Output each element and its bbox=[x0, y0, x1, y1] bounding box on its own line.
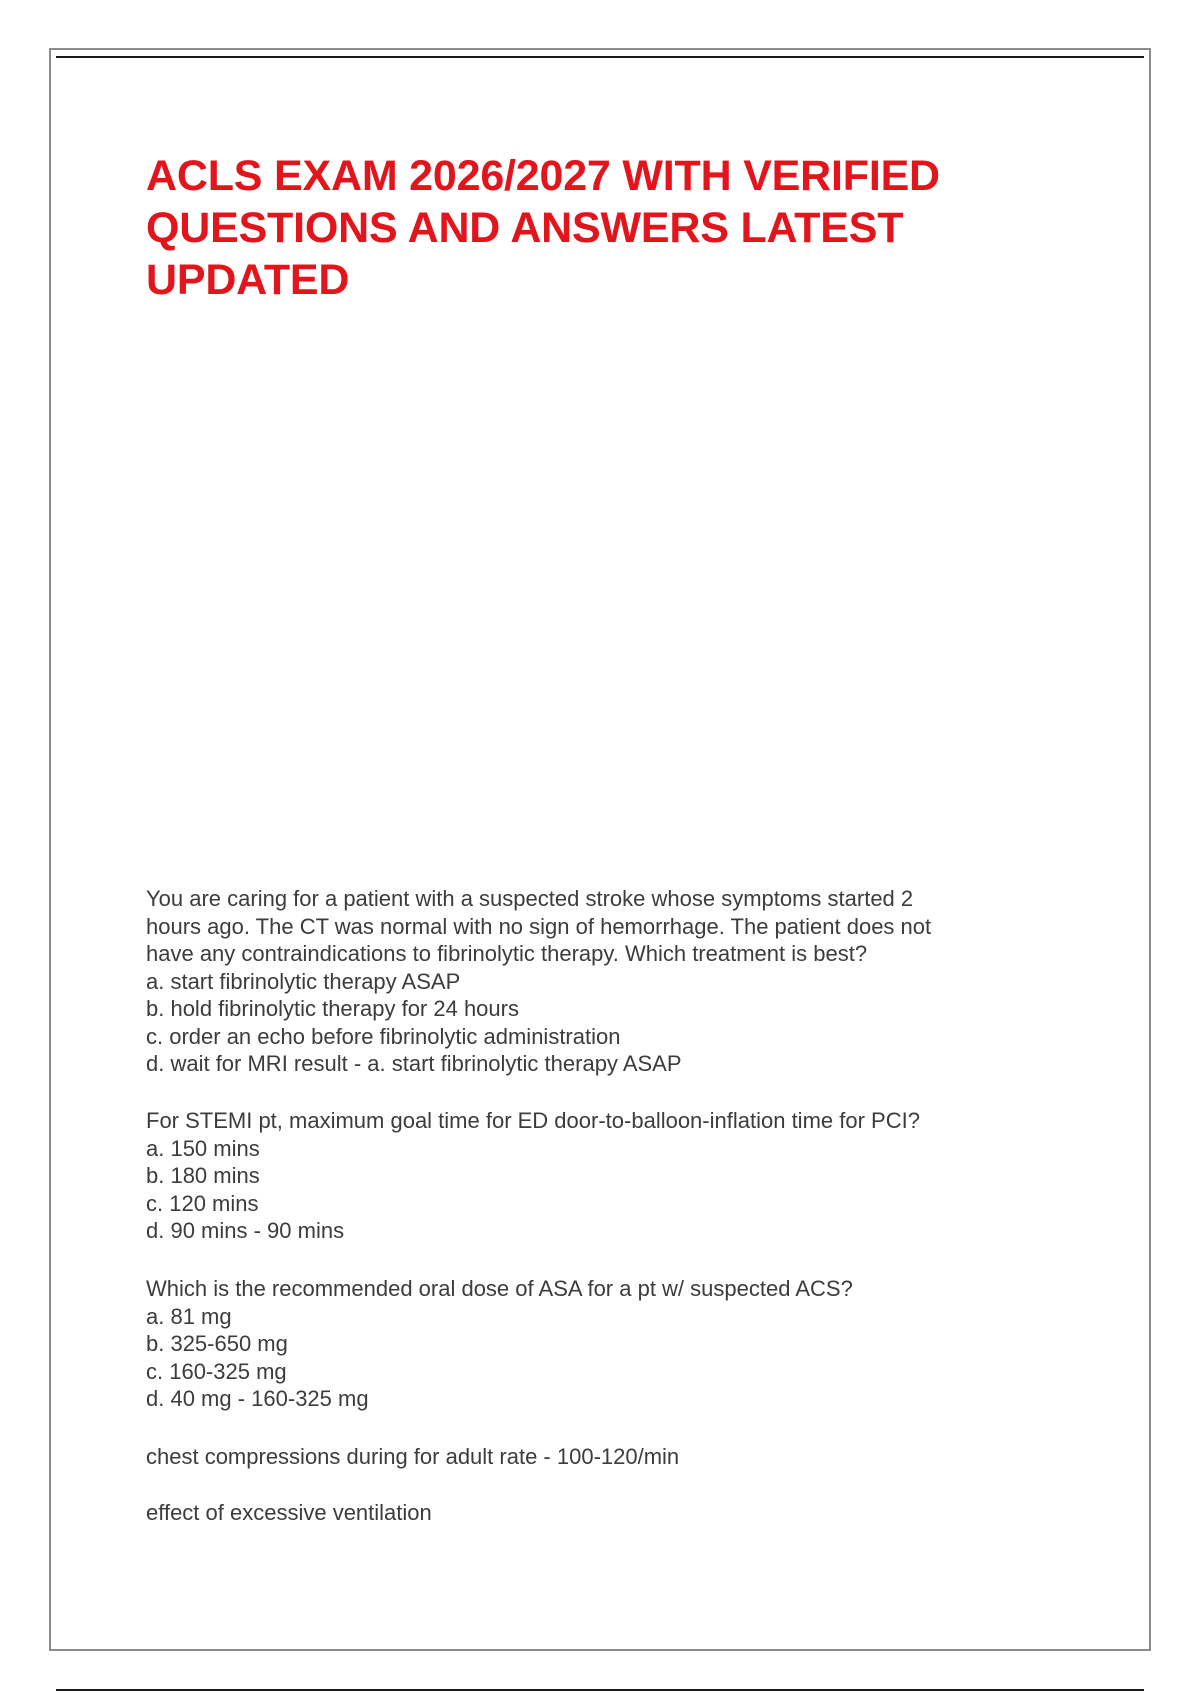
answer-option: b. 325-650 mg bbox=[146, 1331, 288, 1356]
answer-option: b. 180 mins bbox=[146, 1163, 260, 1188]
question-asa-dose bbox=[146, 1275, 1046, 1413]
question-text: For STEMI pt, maximum goal time for ED door-to-balloon-inflation time for PCI? bbox=[146, 1108, 920, 1133]
top-rule bbox=[56, 56, 1144, 58]
answer-option: a. 81 mg bbox=[146, 1303, 232, 1329]
document-title bbox=[146, 150, 1046, 306]
question-text: You are caring for a patient with a suspected stroke whose symptoms started 2 bbox=[146, 886, 914, 911]
answer-option: c. 160-325 mg bbox=[146, 1358, 287, 1384]
question-stemi-door-to-balloon bbox=[146, 1107, 1046, 1245]
title-line: UPDATED bbox=[146, 256, 350, 304]
question-text: effect of excessive ventilation bbox=[146, 1500, 432, 1525]
answer-option: a. 150 mins bbox=[146, 1135, 260, 1161]
answer-option-with-answer: d. 40 mg - 160-325 mg bbox=[146, 1386, 369, 1411]
question-text: hours ago. The CT was normal with no sign of hemorrhage. The patient does not bbox=[146, 913, 932, 939]
question-stroke-fibrinolytic bbox=[146, 885, 1046, 1078]
answer-option: b. hold fibrinolytic therapy for 24 hours bbox=[146, 996, 519, 1021]
question-text: have any contraindications to fibrinolytic therapy. Which treatment is best? bbox=[146, 941, 868, 966]
answer-option: a. start fibrinolytic therapy ASAP bbox=[146, 968, 461, 994]
answer-option: c. order an echo before fibrinolytic administration bbox=[146, 1023, 621, 1049]
question-text: Which is the recommended oral dose of ASA for a pt w/ suspected ACS? bbox=[146, 1276, 853, 1301]
question-excessive-ventilation bbox=[146, 1499, 1046, 1527]
title-line: QUESTIONS AND ANSWERS LATEST bbox=[146, 204, 904, 252]
answer-option-with-answer: d. wait for MRI result - a. start fibrinolytic therapy ASAP bbox=[146, 1051, 682, 1076]
answer-option: c. 120 mins bbox=[146, 1190, 259, 1216]
answer-option-with-answer: d. 90 mins - 90 mins bbox=[146, 1218, 345, 1243]
question-text-with-answer: chest compressions during for adult rate - 100-120/min bbox=[146, 1444, 680, 1469]
bottom-rule bbox=[56, 1689, 1144, 1691]
question-compression-rate bbox=[146, 1443, 1046, 1471]
title-line: ACLS EXAM 2026/2027 WITH VERIFIED bbox=[146, 152, 940, 200]
